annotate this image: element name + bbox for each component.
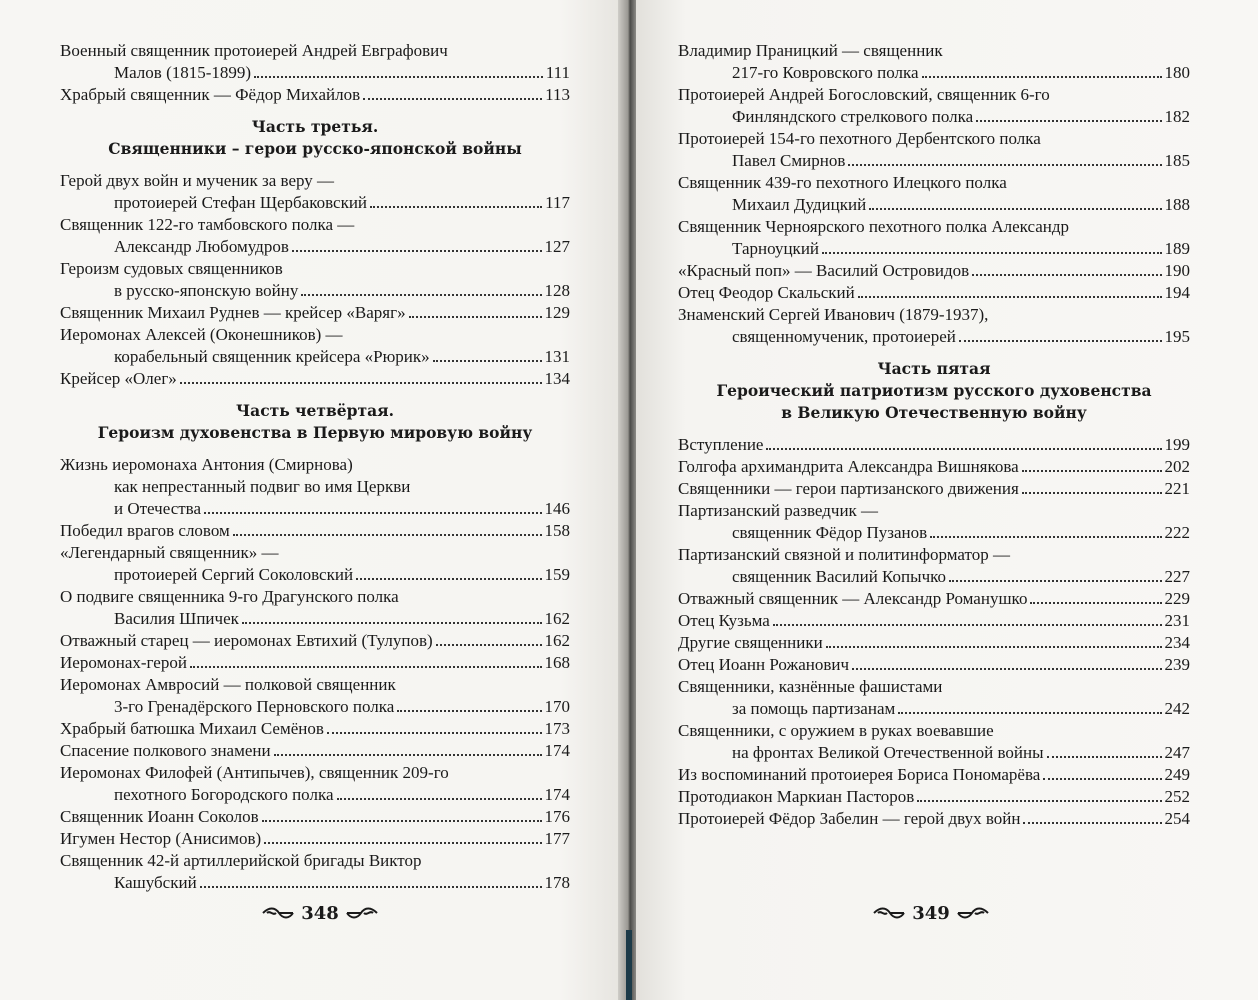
toc-entry-title: Протоиерей 154-го пехотного Дербентского полка [678, 129, 1041, 148]
ornament-left-icon [261, 905, 295, 921]
toc-entry-title: Иеромонах Алексей (Оконешников) — [60, 325, 343, 344]
toc-entry [678, 456, 1190, 478]
toc-entry-title: Храбрый священник — Фёдор Михайлов [60, 85, 361, 104]
toc-entry-page: 221 [1164, 479, 1190, 498]
toc-entry [678, 588, 1190, 610]
toc-entry-page: 134 [544, 369, 570, 388]
toc-entry-title: Протодиакон Маркиан Пасторов [678, 787, 915, 806]
toc-entry [60, 652, 570, 674]
toc-entry [678, 522, 1190, 544]
toc-entry-title: Партизанский связной и политинформатор — [678, 545, 1010, 564]
toc-entry [678, 566, 1190, 588]
toc-entry-page: 173 [544, 719, 570, 738]
section-heading: Священники – герои русско-японской войны [108, 139, 522, 158]
toc-leader-dots [1030, 588, 1161, 604]
toc-entry [678, 478, 1190, 500]
toc-entry-title: Михаил Дудицкий [732, 195, 867, 214]
toc-entry-title: Партизанский разведчик — [678, 501, 879, 520]
toc-entry-page: 222 [1164, 523, 1190, 542]
toc-leader-dots [409, 302, 542, 318]
toc-entry [678, 764, 1190, 786]
toc-entry [678, 106, 1190, 128]
toc-entry-title: и Отечества [114, 499, 202, 518]
toc-entry [678, 84, 1190, 106]
toc-entry [678, 326, 1190, 348]
toc-entry-title: Знаменский Сергей Иванович (1879-1937), [678, 305, 989, 324]
section-gap [678, 348, 1190, 358]
toc-entry-title: Отважный старец — иеромонах Евтихий (Тулупов) [60, 631, 433, 650]
toc-entry-page: 159 [544, 565, 570, 584]
right-page [636, 0, 1258, 1000]
toc-entry-page: 194 [1164, 283, 1190, 302]
toc-entry-page: 111 [545, 63, 570, 82]
toc-entry-title: священномученик, протоиерей [732, 327, 956, 346]
toc-entry [60, 214, 570, 236]
toc-leader-dots [204, 498, 541, 514]
ornament-right-icon [956, 905, 990, 921]
toc-leader-dots [436, 630, 542, 646]
section-heading: Героизм духовенства в Первую мировую войну [97, 423, 533, 442]
toc-entry [60, 170, 570, 192]
toc-entry-title: Священник 122-го тамбовского полка — [60, 215, 355, 234]
toc-entry [678, 260, 1190, 282]
toc-entry [60, 454, 570, 476]
toc-entry [678, 654, 1190, 676]
toc-entry [678, 40, 1190, 62]
section-gap [60, 160, 570, 170]
toc-entry-page: 252 [1164, 787, 1190, 806]
left-folio [255, 898, 385, 928]
toc-entry-title: на фронтах Великой Отечественной войны [732, 743, 1044, 762]
toc-entry-page: 180 [1164, 63, 1190, 82]
toc-leader-dots [917, 786, 1161, 802]
toc-leader-dots [274, 740, 542, 756]
toc-leader-dots [262, 806, 542, 822]
toc-leader-dots [1043, 764, 1161, 780]
toc-entry-page: 113 [545, 85, 570, 104]
section-gap [60, 390, 570, 400]
toc-entry-title: Протоиерей Фёдор Забелин — герой двух войн [678, 809, 1021, 828]
toc-entry-title: Жизнь иеромонаха Антония (Смирнова) [60, 455, 353, 474]
toc-leader-dots [337, 784, 542, 800]
toc-leader-dots [1022, 478, 1162, 494]
section-heading: Часть четвёртая. [236, 401, 394, 420]
toc-entry-page: 177 [544, 829, 570, 848]
toc-entry-page: 189 [1164, 239, 1190, 258]
right-page-number: 349 [912, 902, 950, 924]
toc-entry-page: 127 [544, 237, 570, 256]
toc-entry [60, 280, 570, 302]
toc-entry-title: Победил врагов словом [60, 521, 230, 540]
toc-entry [678, 304, 1190, 326]
bookmark-ribbon [626, 930, 632, 1000]
toc-entry [678, 150, 1190, 172]
toc-entry-title: Василия Шпичек [114, 609, 239, 628]
toc-entry-title: Военный священник протоиерей Андрей Евграфович [60, 41, 448, 60]
toc-entry-page: 249 [1164, 765, 1190, 784]
toc-entry [678, 194, 1190, 216]
toc-leader-dots [264, 828, 541, 844]
toc-entry-page: 242 [1164, 699, 1190, 718]
toc-entry [678, 172, 1190, 194]
toc-entry-title: Храбрый батюшка Михаил Семёнов [60, 719, 324, 738]
toc-leader-dots [1047, 742, 1162, 758]
toc-entry [60, 40, 570, 62]
toc-entry-title: Герой двух войн и мученик за веру — [60, 171, 335, 190]
toc-entry-title: корабельный священник крейсера «Рюрик» [114, 347, 430, 366]
toc-leader-dots [363, 84, 542, 100]
toc-entry [60, 674, 570, 696]
toc-entry [60, 84, 570, 106]
toc-entry-title: Священник Черноярского пехотного полка Александр [678, 217, 1070, 236]
toc-entry-title: в русско-японскую войну [114, 281, 299, 300]
toc-entry-title: Священники — герои партизанского движения [678, 479, 1019, 498]
toc-leader-dots [826, 632, 1162, 648]
toc-entry-page: 129 [544, 303, 570, 322]
toc-entry-title: Героизм судовых священников [60, 259, 283, 278]
toc-leader-dots [976, 106, 1161, 122]
toc-leader-dots [922, 62, 1162, 78]
toc-leader-dots [898, 698, 1161, 714]
toc-leader-dots [233, 520, 542, 536]
toc-leader-dots [254, 62, 543, 78]
toc-entry [60, 718, 570, 740]
toc-entry [60, 850, 570, 872]
toc-entry [60, 302, 570, 324]
toc-entry [60, 696, 570, 718]
toc-entry-title: священник Фёдор Пузанов [732, 523, 928, 542]
left-page [0, 0, 622, 1000]
toc-entry [60, 828, 570, 850]
toc-entry-title: Отец Феодор Скальский [678, 283, 855, 302]
toc-entry [678, 500, 1190, 522]
toc-entry-title: Игумен Нестор (Анисимов) [60, 829, 262, 848]
toc-entry-title: «Легендарный священник» — [60, 543, 279, 562]
toc-entry-title: Голгофа архимандрита Александра Вишнякова [678, 457, 1019, 476]
toc-entry-title: Отважный священник — Александр Романушко [678, 589, 1028, 608]
toc-leader-dots [397, 696, 541, 712]
toc-entry-page: 199 [1164, 435, 1190, 454]
toc-entry-title: Священник Михаил Руднев — крейсер «Варяг» [60, 303, 406, 322]
toc-entry [60, 806, 570, 828]
toc-entry [678, 282, 1190, 304]
toc-entry [60, 586, 570, 608]
toc-entry-title: Павел Смирнов [732, 151, 846, 170]
toc-entry-title: протоиерей Сергий Соколовский [114, 565, 354, 584]
toc-entry-title: Тарноуцкий [732, 239, 820, 258]
toc-entry-page: 227 [1164, 567, 1190, 586]
toc-leader-dots [242, 608, 542, 624]
toc-entry-title: Священники, казнённые фашистами [678, 677, 943, 696]
toc-leader-dots [433, 346, 542, 362]
left-page-number: 348 [301, 902, 339, 924]
toc-entry [60, 872, 570, 894]
toc-entry-title: Священник 42-й артиллерийской бригады Виктор [60, 851, 422, 870]
toc-entry [60, 62, 570, 84]
toc-entry-title: протоиерей Стефан Щербаковский [114, 193, 368, 212]
toc-entry [678, 434, 1190, 456]
toc-leader-dots [1023, 808, 1161, 824]
toc-entry-title: «Красный поп» — Василий Островидов [678, 261, 970, 280]
toc-entry-page: 195 [1164, 327, 1190, 346]
toc-entry-page: 117 [545, 193, 570, 212]
toc-entry-page: 174 [544, 785, 570, 804]
toc-entry-title: Отец Иоанн Рожанович [678, 655, 850, 674]
toc-entry [678, 786, 1190, 808]
toc-entry-title: как непрестанный подвиг во имя Церкви [114, 477, 411, 496]
toc-leader-dots [766, 434, 1161, 450]
toc-leader-dots [852, 654, 1161, 670]
toc-entry-page: 174 [544, 741, 570, 760]
toc-entry-title: Из воспоминаний протоиерея Бориса Пономарёва [678, 765, 1041, 784]
toc-entry-title: Александр Любомудров [114, 237, 289, 256]
toc-leader-dots [200, 872, 542, 888]
toc-entry-title: Священник Иоанн Соколов [60, 807, 259, 826]
toc-entry-page: 239 [1164, 655, 1190, 674]
toc-entry [678, 808, 1190, 830]
toc-entry [678, 62, 1190, 84]
toc-entry-title: Протоиерей Андрей Богословский, священник 6-го [678, 85, 1050, 104]
toc-entry-title: Малов (1815-1899) [114, 63, 252, 82]
toc-entry [678, 216, 1190, 238]
toc-entry-title: Кашубский [114, 873, 197, 892]
toc-entry [60, 740, 570, 762]
toc-entry-page: 146 [544, 499, 570, 518]
toc-entry-title: 217-го Ковровского полка [732, 63, 919, 82]
ornament-right-icon [345, 905, 379, 921]
toc-leader-dots [959, 326, 1162, 342]
toc-entry [678, 720, 1190, 742]
toc-entry [60, 258, 570, 280]
toc-entry-title: Спасение полкового знамени [60, 741, 271, 760]
toc-entry-page: 185 [1164, 151, 1190, 170]
toc-entry-title: Отец Кузьма [678, 611, 770, 630]
toc-entry-title: Священник 439-го пехотного Илецкого полка [678, 173, 1007, 192]
toc-entry-page: 170 [544, 697, 570, 716]
toc-entry [678, 676, 1190, 698]
toc-leader-dots [1022, 456, 1162, 472]
toc-leader-dots [822, 238, 1161, 254]
toc-entry-title: О подвиге священника 9-го Драгунского полка [60, 587, 399, 606]
toc-entry [60, 476, 570, 498]
toc-leader-dots [327, 718, 542, 734]
toc-entry-title: за помощь партизанам [732, 699, 896, 718]
toc-entry-page: 190 [1164, 261, 1190, 280]
toc-entry [678, 632, 1190, 654]
toc-entry [60, 368, 570, 390]
toc-entry-page: 168 [544, 653, 570, 672]
section-gap [60, 444, 570, 454]
toc-leader-dots [869, 194, 1161, 210]
toc-leader-dots [972, 260, 1161, 276]
section-heading: Героический патриотизм русского духовенства [716, 381, 1152, 400]
toc-entry-page: 247 [1164, 743, 1190, 762]
toc-entry-page: 229 [1164, 589, 1190, 608]
toc-leader-dots [949, 566, 1161, 582]
toc-entry-title: Крейсер «Олег» [60, 369, 177, 388]
toc-entry [678, 742, 1190, 764]
section-heading: Часть третья. [251, 117, 379, 136]
section-heading: Часть пятая [877, 359, 991, 378]
toc-entry-page: 254 [1164, 809, 1190, 828]
toc-entry [60, 542, 570, 564]
toc-entry-page: 178 [544, 873, 570, 892]
right-folio [866, 898, 996, 928]
toc-entry-title: Вступление [678, 435, 764, 454]
toc-leader-dots [858, 282, 1162, 298]
toc-entry-page: 128 [544, 281, 570, 300]
toc-entry [60, 324, 570, 346]
toc-entry-page: 158 [544, 521, 570, 540]
toc-entry [60, 762, 570, 784]
toc-entry-title: Священники, с оружием в руках воевавшие [678, 721, 994, 740]
toc-leader-dots [848, 150, 1161, 166]
toc-entry-title: пехотного Богородского полка [114, 785, 334, 804]
toc-entry-page: 182 [1164, 107, 1190, 126]
toc-entry-page: 202 [1164, 457, 1190, 476]
toc-leader-dots [930, 522, 1161, 538]
section-heading: в Великую Отечественную войну [781, 403, 1087, 422]
toc-entry [678, 544, 1190, 566]
toc-leader-dots [292, 236, 542, 252]
toc-entry [60, 520, 570, 542]
toc-entry-title: Владимир Праницкий — священник [678, 41, 943, 60]
toc-entry-title: Иеромонах Филофей (Антипычев), священник 209-го [60, 763, 449, 782]
toc-entry [60, 236, 570, 258]
toc-entry-page: 162 [544, 609, 570, 628]
left-toc [60, 40, 570, 894]
toc-entry-page: 176 [544, 807, 570, 826]
toc-leader-dots [301, 280, 541, 296]
toc-leader-dots [356, 564, 541, 580]
toc-entry-page: 131 [544, 347, 570, 366]
toc-entry [678, 698, 1190, 720]
right-toc [678, 40, 1190, 830]
toc-entry [678, 238, 1190, 260]
toc-entry-page: 188 [1164, 195, 1190, 214]
toc-entry-title: священник Василий Копычко [732, 567, 947, 586]
toc-entry [60, 630, 570, 652]
toc-entry [678, 128, 1190, 150]
section-gap [678, 424, 1190, 434]
toc-entry-page: 162 [544, 631, 570, 650]
toc-entry [60, 192, 570, 214]
toc-leader-dots [180, 368, 542, 384]
toc-entry [60, 346, 570, 368]
toc-entry-title: 3-го Гренадёрского Перновского полка [114, 697, 395, 716]
toc-entry-title: Финляндского стрелкового полка [732, 107, 974, 126]
toc-entry-page: 231 [1164, 611, 1190, 630]
toc-leader-dots [773, 610, 1162, 626]
toc-entry-page: 234 [1164, 633, 1190, 652]
toc-entry-title: Иеромонах-герой [60, 653, 187, 672]
toc-entry [60, 564, 570, 586]
toc-leader-dots [370, 192, 542, 208]
toc-entry-title: Другие священники [678, 633, 823, 652]
section-gap [60, 106, 570, 116]
toc-leader-dots [190, 652, 542, 668]
ornament-left-icon [872, 905, 906, 921]
toc-entry [60, 784, 570, 806]
toc-entry [60, 608, 570, 630]
toc-entry [678, 610, 1190, 632]
toc-entry [60, 498, 570, 520]
toc-entry-title: Иеромонах Амвросий — полковой священник [60, 675, 396, 694]
